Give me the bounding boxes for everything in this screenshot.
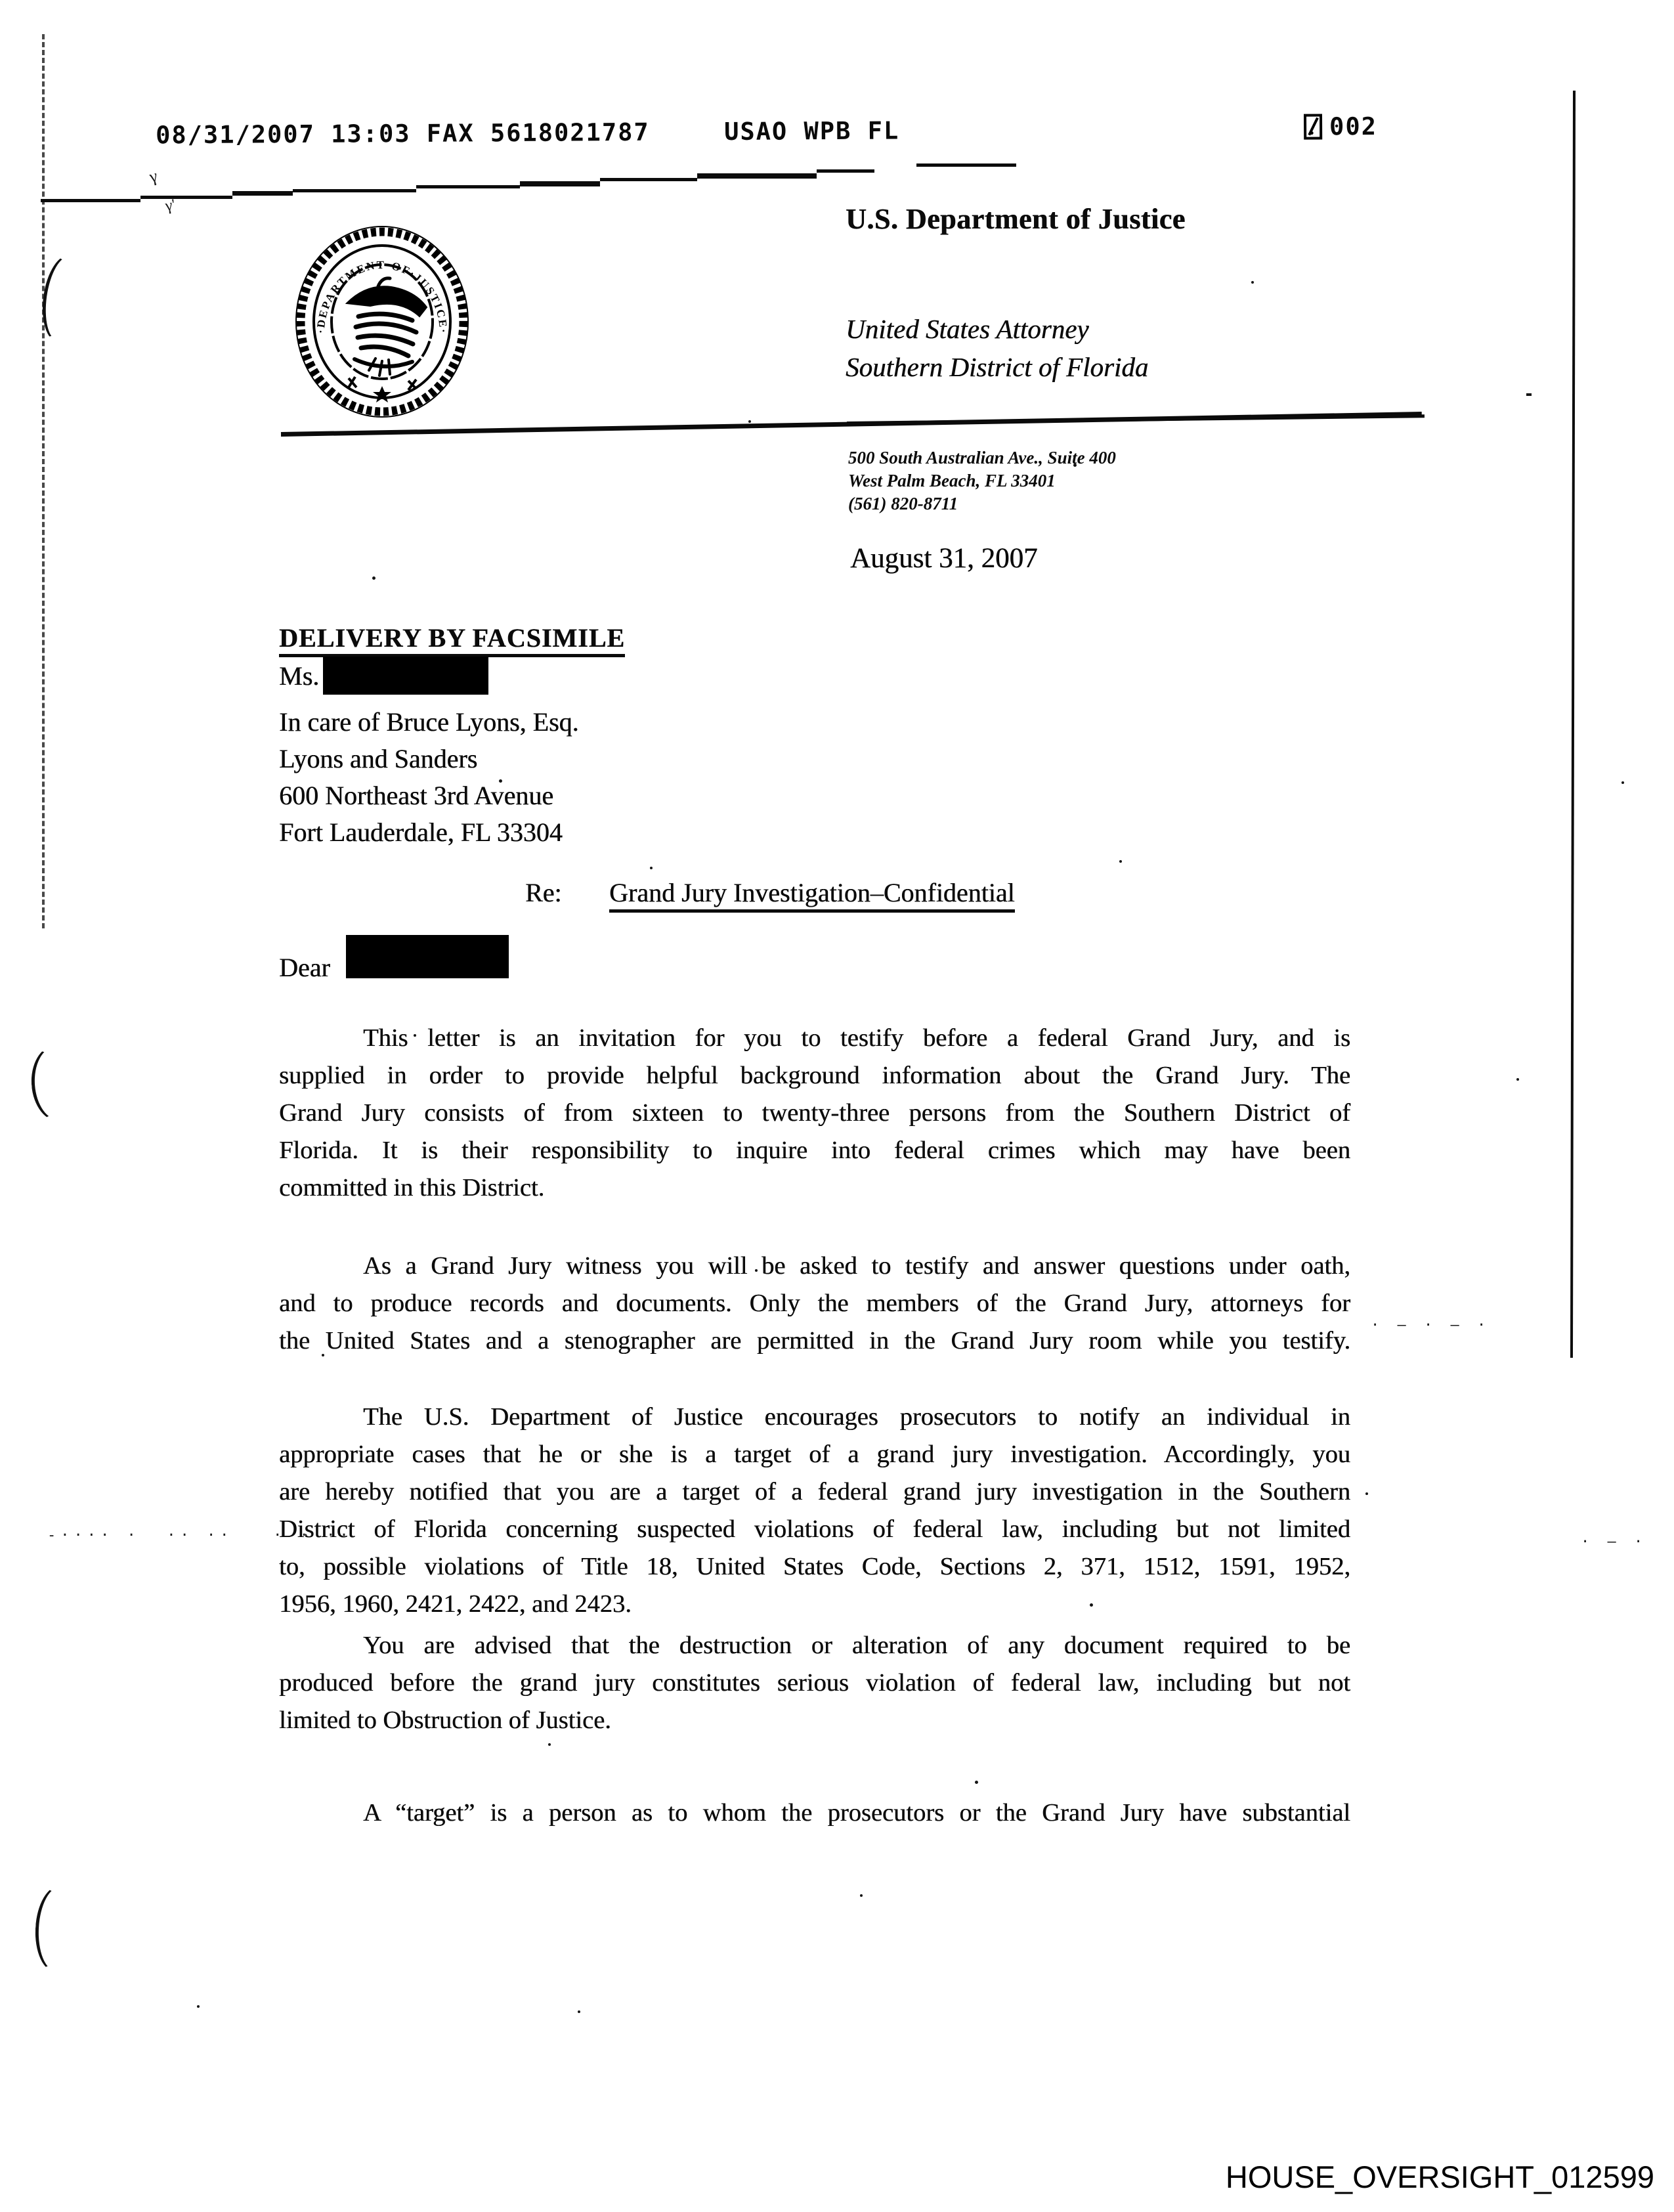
office-name: United States Attorney: [846, 314, 1089, 344]
scan-artifact-line: [140, 196, 232, 199]
office-district: Southern District of Florida: [846, 352, 1149, 382]
scan-artifact-dashes: · – · – ·: [1371, 1317, 1491, 1334]
scan-artifact-line: [416, 185, 520, 188]
scan-noise: [1516, 1078, 1519, 1081]
body-paragraph-1: This letter is an invitation for you to testify before a federal Grand Jury, and is supplied in order to provide helpful background information about the Grand Jury. The Grand Jury consists of from sixteen to twenty-three persons from the Southern District of Florida. It is their responsibility to inquire into federal crimes which may have been committed in this District.: [279, 1024, 1350, 1202]
office-address-line1: 500 South Australian Ave., Suite 400: [848, 448, 1116, 467]
office-address-line3: (561) 820-8711: [848, 494, 958, 513]
scan-artifact-line: [916, 163, 1016, 167]
office-address: [848, 446, 1116, 515]
letter-date: August 31, 2007: [850, 543, 1038, 574]
scan-noise: [748, 420, 751, 423]
scan-noise: [197, 2005, 200, 2008]
bates-number: HOUSE_OVERSIGHT_012599: [1225, 2159, 1654, 2194]
scan-artifact-line: [697, 173, 817, 179]
recipient-city: Fort Lauderdale, FL 33304: [279, 817, 563, 847]
office-address-line2: West Palm Beach, FL 33401: [848, 471, 1056, 490]
doj-seal: [293, 223, 471, 423]
scan-artifact-line: [41, 199, 140, 202]
redaction-box-recipient-name: [323, 657, 488, 695]
fax-header: [0, 112, 1674, 150]
scan-artifact-mark: γ: [147, 166, 160, 186]
subject-label: Re:: [525, 878, 562, 907]
redaction-box-greeting-name: [346, 935, 509, 978]
scan-artifact-dashes: -···· · ·· ·· · · ··: [47, 1527, 353, 1544]
scan-artifact-curve: [37, 252, 91, 345]
greeting: Dear: [279, 953, 330, 982]
scan-noise: [975, 1781, 978, 1784]
scan-noise: [1119, 860, 1122, 863]
scan-noise: [860, 1894, 863, 1897]
scan-artifact-mark: γ': [163, 196, 177, 215]
scan-noise: [548, 1743, 551, 1746]
recipient-street: 600 Northeast 3rd Avenue: [279, 781, 554, 810]
delivery-method: DELIVERY BY FACSIMILE: [279, 622, 625, 657]
fax-page-indicator: [1303, 112, 1377, 141]
doj-seal-graphic: [293, 223, 471, 420]
scan-noise: [1621, 781, 1624, 784]
recipient-care-of: In care of Bruce Lyons, Esq.: [279, 707, 579, 737]
body-paragraph-4: You are advised that the destruction or alteration of any document required to be produced before the grand jury constitutes serious violation of federal law, including but not limited to Obstruction of Justice.: [279, 1632, 1350, 1734]
fax-page-number: 002: [1329, 112, 1378, 141]
scan-artifact-line: [520, 181, 600, 186]
agency-title: U.S. Department of Justice: [846, 203, 1186, 235]
scan-noise: [372, 576, 376, 580]
recipient-firm: Lyons and Sanders: [279, 744, 478, 773]
svg-text:·DEPARTMENT·OF·JUSTICE·: ·DEPARTMENT·OF·JUSTICE·: [314, 258, 450, 335]
body-paragraph-5: A “target” is a person as to whom the prosecutors or the Grand Jury have substantial: [363, 1799, 1350, 1827]
fax-station-id: USAO WPB FL: [724, 116, 900, 146]
body-paragraph-3: The U.S. Department of Justice encourages prosecutors to notify an individual in appropriate cases that he or she is a target of a grand jury investigation. Accordingly, you are hereby notified that you are a target of a federal grand jury investigation in the Southern District of Florida concerning suspected violations of federal law, including but not limited to, possible violations of Title 18, United States Code, Sections 2, 371, 1512, 1591, 1952, 1956, 1960, 2421, 2422, and 2423.: [279, 1403, 1350, 1618]
fax-timestamp: 08/31/2007 13:03 FAX 5618021787: [156, 118, 650, 150]
scan-artifact-dashes: · – ·: [1581, 1534, 1648, 1550]
scan-artifact-line: [293, 189, 416, 192]
subject-text: Grand Jury Investigation–Confidential: [609, 877, 1015, 913]
letterhead-rule-blob: [847, 414, 1425, 425]
scan-noise: [1251, 281, 1254, 284]
scan-artifact-line: [600, 178, 697, 181]
scan-noise: [1526, 393, 1532, 396]
scan-noise: [1365, 1492, 1368, 1495]
fax-page-icon: [1303, 113, 1324, 141]
scan-artifact-line: [817, 169, 874, 173]
scan-artifact-right-edge-line: [1570, 91, 1576, 1358]
scan-artifact-curve: [29, 1043, 86, 1123]
scan-noise: [650, 867, 653, 869]
scan-artifact-curve: [33, 1884, 83, 1973]
office-lines: [846, 310, 1148, 386]
body-paragraph-2: As a Grand Jury witness you will be asked to testify and answer questions under oath, and to produce records and documents. Only the members of the Grand Jury, attorneys for the United States and a stenographer are permitted in the Grand Jury room while you testify.: [279, 1252, 1350, 1355]
scan-artifact-left-dashed-line: [42, 34, 45, 928]
scan-noise: [578, 2010, 580, 2013]
recipient-name-prefix: Ms.: [279, 661, 320, 691]
scan-artifact-line: [232, 191, 293, 196]
